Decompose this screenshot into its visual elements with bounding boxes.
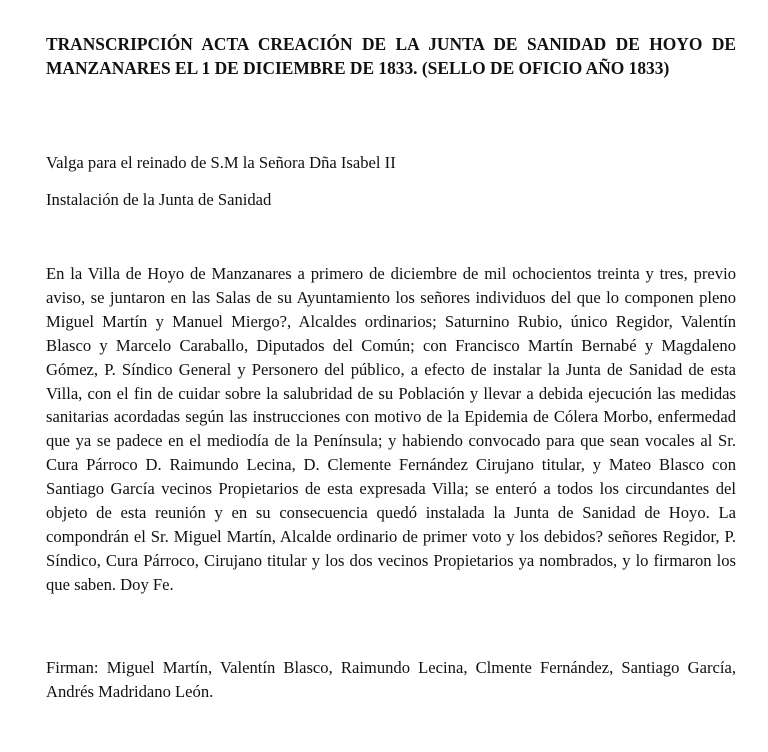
section-heading: Instalación de la Junta de Sanidad xyxy=(46,190,272,209)
signers-paragraph: Firman: Miguel Martín, Valentín Blasco, Raimundo Lecina, Clmente Fernández, Santiago García, Andrés Madridano León. xyxy=(46,658,736,701)
reign-heading: Valga para el reinado de S.M la Señora Dña Isabel II xyxy=(46,153,396,172)
document-title: TRANSCRIPCIÓN ACTA CREACIÓN DE LA JUNTA DE SANIDAD DE HOYO DE MANZANARES EL 1 DE DICIEMBRE DE 1833. (SELLO DE OFICIO AÑO 1833) xyxy=(46,34,736,78)
body-paragraph: En la Villa de Hoyo de Manzanares a primero de diciembre de mil ochocientos treinta y tres, previo aviso, se juntaron en las Salas de su Ayuntamiento los señores individuos del que lo componen pleno Miguel Martín y Manuel Miergo?, Alcaldes ordinarios; Saturnino Rubio, único Regidor, Valentín Blasco y Marcelo Caraballo, Diputados del Común; con Francisco Martín Bernabé y Magdaleno Gómez, P. Síndico General y Personero del público, a efecto de instalar la Junta de Sanidad de esta Villa, con el fin de cuidar sobre la salubridad de su Población y llevar a debida ejecución las medidas sanitarias acordadas según las instrucciones con motivo de la Epidemia de Cólera Morbo, enfermedad que ya se padece en el mediodía de la Península; y habiendo convocado para que sean vocales al Sr. Cura Párroco D. Raimundo Lecina, D. Clemente Fernández Cirujano titular, y Mateo Blasco con Santiago García vecinos Propietarios de esta expresada Villa; se enteró a todos los circundantes del objeto de esta reunión y en su consecuencia quedó instalada la Junta de Sanidad de Hoyo. La compondrán el Sr. Miguel Martín, Alcalde ordinario de primer voto y los debidos? señores Regidor, P. Síndico, Cura Párroco, Cirujano titular y los dos vecinos Propietarios ya nombrados, y lo firmaron los que saben. Doy Fe. xyxy=(46,264,736,594)
